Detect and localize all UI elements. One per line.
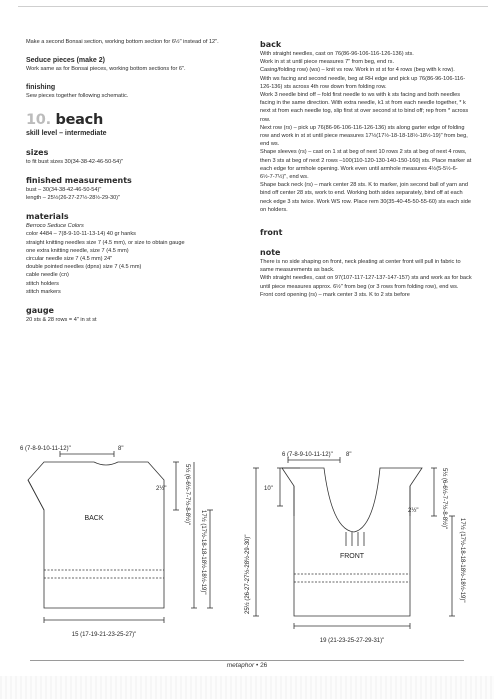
footer [0, 662, 494, 669]
intro-text: Make a second Bonsai section, working bottom section for 6½" instead of 12". [26, 39, 219, 45]
materials-item: Berroco Seduce Colors [26, 223, 84, 230]
front-top-measure-2: 8" [346, 452, 352, 458]
left-column [26, 38, 240, 324]
scan-noise [0, 676, 494, 699]
back-heading: back [260, 40, 282, 49]
back-paragraph: Work in st st until piece measures 7" from beg, end rs. [260, 59, 395, 66]
page-number: • 26 [255, 662, 268, 669]
back-paragraph: With straight needles, cast on 76(86-96-106-116-126-136) sts. [260, 51, 414, 57]
top-rule [18, 6, 488, 7]
seduce-text: Work same as for Bonsai pieces, working bottom sections for 6". [26, 66, 186, 73]
finished-measurements-heading: finished measurements [26, 175, 132, 185]
back-top-measure-2: 8" [118, 446, 124, 452]
back-paragraph: Casing/folding row) (ws) – knit vs row. Work in st st for 4 rows (beg with k row). [260, 67, 455, 74]
materials-item: one extra knitting needle, size 7 (4.5 mm) [26, 247, 129, 254]
back-side-measure: 17½ (17½-18-18-18½-18½-19)" [200, 510, 206, 595]
front-paragraph: With straight needles, cast on 97(107-117-127-137-147-157) sts and work as for back until piece measures approx. 6½" from beg (or 3 rows from folding row), end ws. [260, 275, 472, 290]
back-paragraph: Shape sleeves (rs) – cast on 1 st at beg of next 10 rows 2 sts at beg of next 4 rows, then 3 sts at beg of next 2 rows –100(110-120-130-140-150-160) sts. Place marker at each edge for armhole opening. Work even until armhole measures 4½(5-5½-6-6½-7-7½)", end ws. [260, 149, 472, 181]
sizes-heading: sizes [26, 147, 49, 157]
finishing-text: Sew pieces together following schematic. [26, 93, 129, 100]
back-paragraph: Next row (rs) – pick up 76(86-96-106-116-126-136) sts along garter edge of folding row and work in st st until piece measures 17½(17½-18-18-18½-18½-19)" from beg, end ws. [260, 124, 468, 148]
pattern-name: beach [55, 111, 103, 128]
front-sleeve-measure: 5½ (6-6½-7-7½-8-8½)" [441, 468, 447, 530]
front-length-measure: 25½ (26-27-27½-28½-29-30)" [245, 534, 251, 614]
materials-item: stitch markers [26, 288, 61, 295]
front-top-measure: 6 (7-8-9-10-11-12)" [282, 452, 333, 458]
materials-item: color 4484 – 7(8-9-10-11-13-14) 40 gr hanks [26, 231, 136, 238]
materials-item: stitch holders [26, 280, 59, 287]
pattern-title [26, 111, 240, 129]
sizes-text: to fit bust sizes 30(34-38-42-46-50-54)" [26, 158, 124, 165]
back-paragraph: With ws facing and second needle, beg at RH edge and pick up 76(86-96-106-116-126-136) sts across 4th row down from folding row. [260, 75, 466, 90]
note-text: There is no side shaping on front, neck pleating at center front will pull in fabric to same measurements as back. [260, 259, 461, 274]
skill-level: skill level – intermediate [26, 129, 107, 137]
front-side-measure: 17½ (17½-18-18-18½-18½-19)" [459, 518, 465, 603]
front-heading: front [260, 228, 283, 238]
bust-measurement: bust – 30(34-38-42-46-50-54)" [26, 186, 102, 193]
back-label: BACK [84, 515, 104, 522]
back-armhole-measure: 2½" [156, 486, 167, 492]
right-column [260, 40, 472, 299]
back-top-measure: 6 (7-8-9-10-11-12)" [20, 446, 71, 452]
back-paragraph: Shape back neck (rs) – mark center 28 sts. K to marker, join second ball of yarn and bind off center 28 sts, work to end. Working both sides separately, bind off at each neck edge 3 sts twice. Work WS row. Place rem 30(35-40-45-50-55-60) sts each side on holders. [260, 182, 471, 213]
front-neck-measure: 10" [264, 486, 273, 492]
pattern-number: 10. [26, 111, 51, 128]
front-armhole-measure: 2½" [408, 508, 419, 514]
finishing-heading: finishing [26, 84, 56, 92]
front-bottom-measure: 19 (21-23-25-27-29-31)" [319, 638, 385, 644]
gauge-text: 20 sts & 28 rows = 4" in st st [26, 317, 97, 324]
footer-rule [30, 660, 464, 661]
back-sleeve-measure: 5½ (6-6½-7-7½-8-8½)" [184, 464, 190, 526]
materials-item: straight knitting needles size 7 (4.5 mm), or size to obtain gauge [26, 239, 185, 246]
back-paragraph: Work 3 needle bind off – fold first needle to ws with k sts facing and both needles facing in the same direction. With extra needle, k1 st from each needle together, * k next st from each needle tog, slip first st over second st to bind off; rep from * across row. [260, 92, 469, 123]
materials-item: circular needle size 7 (4.5 mm) 24" [26, 256, 113, 263]
front-label: FRONT [339, 553, 365, 560]
front-schematic [238, 446, 488, 652]
front-paragraph: Front cord opening (rs) – mark center 3 sts. K to 2 sts before [260, 291, 410, 298]
materials-item: double pointed needles (dpns) size 7 (4.5 mm) [26, 264, 142, 271]
back-schematic [14, 440, 254, 652]
gauge-heading: gauge [26, 306, 54, 316]
materials-item: cable needle (cn) [26, 272, 69, 279]
length-measurement: length – 25½(26-27-27½-28½-29-30)" [26, 195, 121, 202]
materials-heading: materials [26, 212, 69, 222]
seduce-heading: Seduce pieces (make 2) [26, 57, 105, 65]
back-bottom-measure: 15 (17-19-21-23-25-27)" [71, 632, 137, 638]
note-heading: note [260, 248, 281, 258]
footer-brand: metaphor [226, 662, 255, 669]
